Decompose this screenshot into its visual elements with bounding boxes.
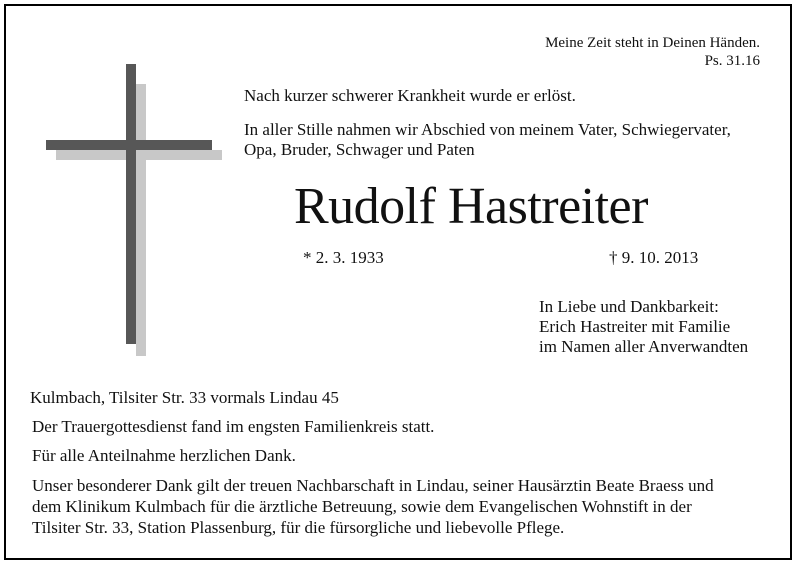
thanks-special-line: dem Klinikum Kulmbach für die ärztliche Betreuung, sowie dem Evangelischen Wohnstift in der — [32, 497, 692, 516]
death-date: † 9. 10. 2013 — [609, 248, 699, 267]
thanks-general: Für alle Anteilnahme herzlichen Dank. — [32, 446, 296, 465]
intro-line: In aller Stille nahmen wir Abschied von meinem Vater, Schwiegervater, — [244, 120, 731, 139]
thanks-special-line: Tilsiter Str. 33, Station Plassenburg, für die fürsorgliche und liebevolle Pflege. — [32, 518, 565, 537]
mourners-line: Erich Hastreiter mit Familie — [539, 317, 731, 336]
deceased-name: Rudolf Hastreiter — [294, 178, 648, 235]
thanks-special-line: Unser besonderer Dank gilt der treuen Nachbarschaft in Lindau, seiner Hausärztin Beate Braess und — [32, 476, 714, 495]
cross-shadow-horizontal — [56, 150, 222, 160]
motto — [545, 34, 760, 70]
mourners-line: In Liebe und Dankbarkeit: — [539, 297, 719, 316]
motto-reference: Ps. 31.16 — [704, 53, 760, 69]
cross-horizontal-beam — [46, 140, 212, 150]
cross-shadow-vertical — [136, 84, 146, 356]
intro-line: Nach kurzer schwerer Krankheit wurde er erlöst. — [244, 86, 576, 105]
cross-vertical-beam — [126, 64, 136, 344]
motto-line: Meine Zeit steht in Deinen Händen. — [545, 35, 760, 51]
cross-icon — [46, 64, 222, 356]
birth-date: * 2. 3. 1933 — [303, 248, 384, 267]
obituary-notice — [4, 4, 792, 560]
intro-line: Opa, Bruder, Schwager und Paten — [244, 140, 475, 159]
service-note: Der Trauergottesdienst fand im engsten Familienkreis statt. — [32, 417, 435, 436]
address: Kulmbach, Tilsiter Str. 33 vormals Lindau 45 — [30, 388, 339, 407]
mourners-line: im Namen aller Anverwandten — [539, 337, 749, 356]
